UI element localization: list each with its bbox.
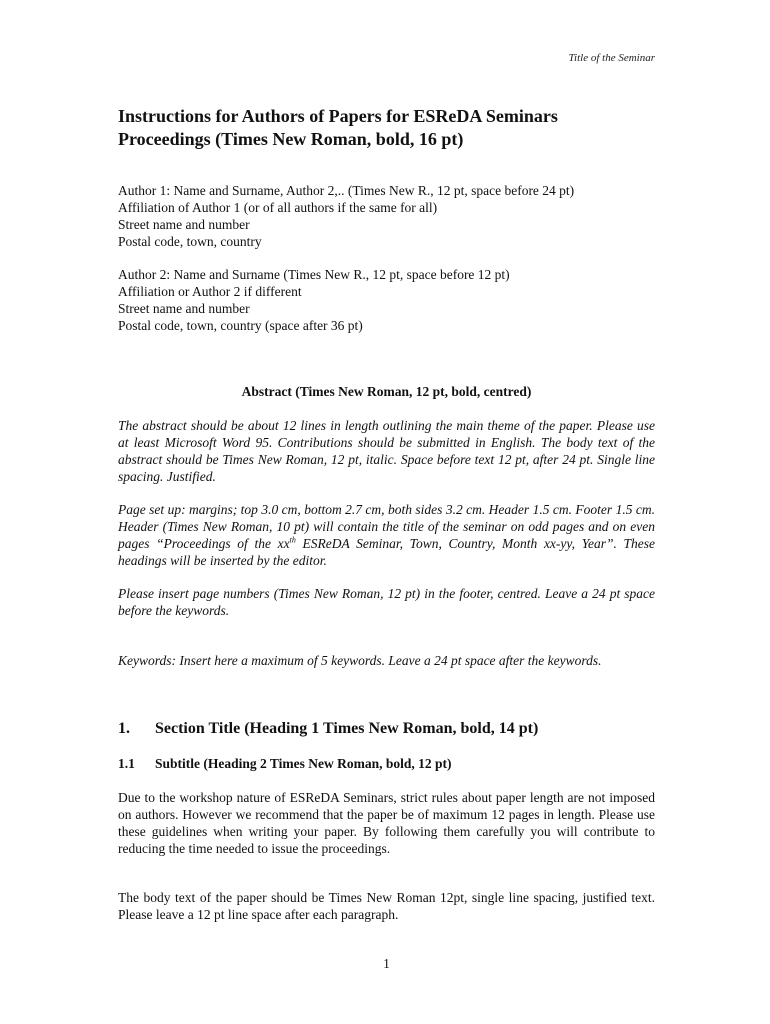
document-title-line-1: Instructions for Authors of Papers for ESReDA Seminars [118,106,558,126]
abstract-paragraph-2 [118,501,655,569]
document-title-line-2: Proceedings (Times New Roman, bold, 16 pt) [118,129,464,149]
author-2-names: Author 2: Name and Surname (Times New R., 12 pt, space before 12 pt) [118,267,510,282]
author-1-street: Street name and number [118,217,250,232]
author-2-postal: Postal code, town, country (space after 36 pt) [118,318,363,333]
document-page [118,0,655,1024]
author-2-street: Street name and number [118,301,250,316]
subsection-1-1-number: 1.1 [118,756,135,771]
author-2-affiliation: Affiliation or Author 2 if different [118,284,302,299]
section-1-title: Section Title (Heading 1 Times New Roman, bold, 14 pt) [155,720,539,737]
abstract-paragraph-3: Please insert page numbers (Times New Roman, 12 pt) in the footer, centred. Leave a 24 pt space before the keywords. [118,586,655,618]
author-2-block [118,266,655,334]
ordinal-superscript: th [289,535,296,545]
keywords-paragraph: Keywords: Insert here a maximum of 5 keywords. Leave a 24 pt space after the keywords. [118,653,602,668]
abstract-paragraph-2-end: ESReDA Seminar, Town, Country, Month xx-yy, Year”. These headings will be inserted by the editor. [118,536,655,568]
abstract-heading: Abstract (Times New Roman, 12 pt, bold, centred) [241,384,532,399]
body-paragraph-1: Due to the workshop nature of ESReDA Seminars, strict rules about paper length are not imposed on authors. However we recommend that the paper be of maximum 12 pages in length. Please use these guidelines when writing your paper. By following them carefully you will contribute to reducing the time needed to issue the proceedings. [118,790,655,856]
author-1-postal: Postal code, town, country [118,234,262,249]
section-1-number: 1. [118,720,130,737]
abstract-paragraph-2-start: Page set up: margins; top 3.0 cm, bottom 2.7 cm, both sides 3.2 cm. Header 1.5 cm. Footer 1.5 cm. Header (Times New Roman, 10 pt) will contain the title of the seminar on odd pages and on even pages “Proceedings of the xx [118,502,655,551]
author-1-affiliation: Affiliation of Author 1 (or of all authors if the same for all) [118,200,438,215]
author-1-block [118,182,655,250]
author-1-names: Author 1: Name and Surname, Author 2,.. (Times New R., 12 pt, space before 24 pt) [118,183,575,198]
subsection-1-1-heading [118,756,655,772]
abstract-paragraph-1: The abstract should be about 12 lines in length outlining the main theme of the paper. Please use at least Microsoft Word 95. Contributions should be submitted in English. The body text of the abstract should be Times New Roman, 12 pt, italic. Space before text 12 pt, after 24 pt. Single line spacing. Justified. [118,418,655,484]
document-title [118,105,655,151]
running-header: Title of the Seminar [568,52,655,64]
section-1-heading [118,720,655,738]
subsection-1-1-title: Subtitle (Heading 2 Times New Roman, bold, 12 pt) [155,756,452,771]
body-paragraph-2: The body text of the paper should be Times New Roman 12pt, single line spacing, justified text. Please leave a 12 pt line space after each paragraph. [118,890,655,922]
page-number: 1 [383,956,390,971]
